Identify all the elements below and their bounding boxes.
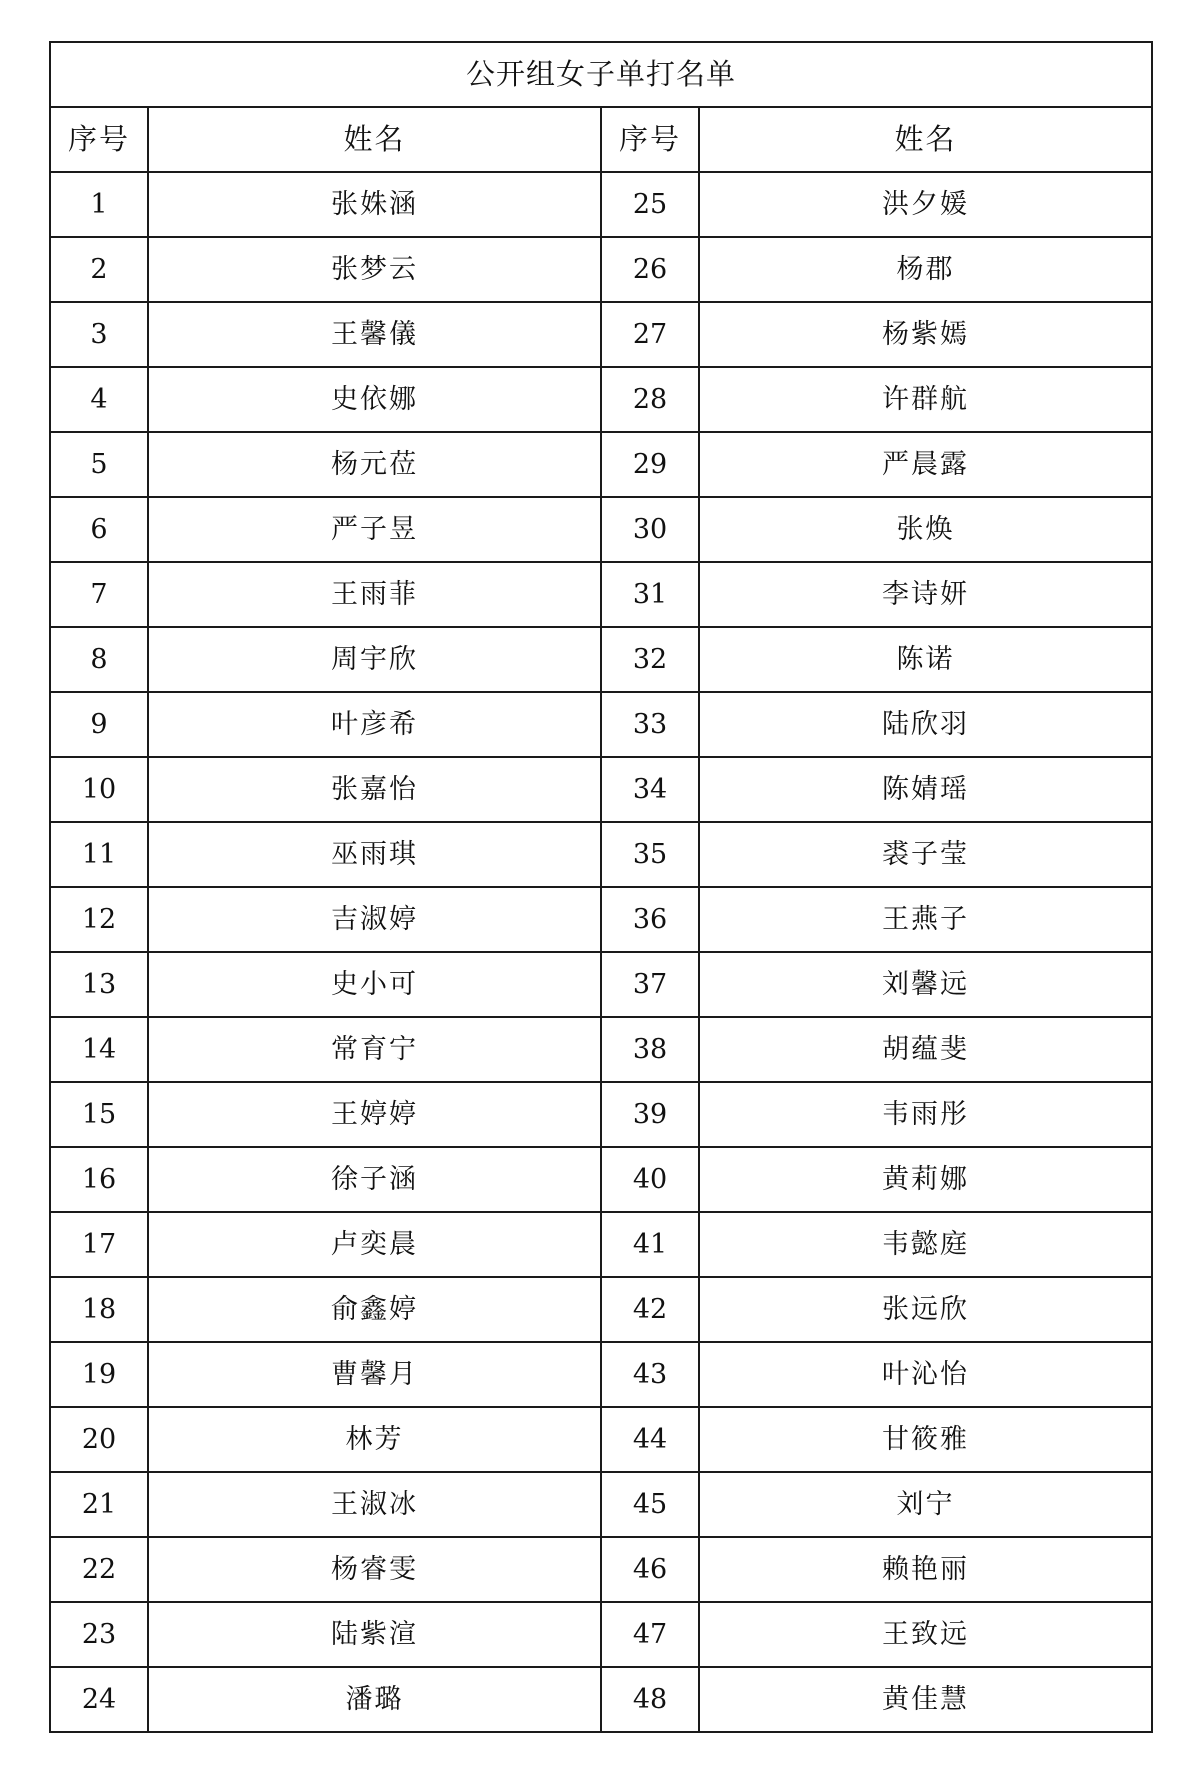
table-row xyxy=(50,172,1152,237)
left-name-cell: 史小可 xyxy=(148,952,601,1017)
right-name-cell: 黄佳慧 xyxy=(699,1667,1152,1732)
table-row xyxy=(50,1017,1152,1082)
right-number-cell: 38 xyxy=(601,1017,699,1082)
right-number-cell: 31 xyxy=(601,562,699,627)
left-number-cell: 14 xyxy=(50,1017,148,1082)
table-row xyxy=(50,237,1152,302)
left-name-cell: 徐子涵 xyxy=(148,1147,601,1212)
right-number-cell: 47 xyxy=(601,1602,699,1667)
right-name-cell: 刘宁 xyxy=(699,1472,1152,1537)
right-name-cell: 陆欣羽 xyxy=(699,692,1152,757)
right-number-cell: 35 xyxy=(601,822,699,887)
table-row xyxy=(50,1147,1152,1212)
left-name-cell: 陆紫渲 xyxy=(148,1602,601,1667)
table-row xyxy=(50,757,1152,822)
right-number-cell: 34 xyxy=(601,757,699,822)
table-row xyxy=(50,1407,1152,1472)
right-name-cell: 张远欣 xyxy=(699,1277,1152,1342)
table-row xyxy=(50,887,1152,952)
right-name-cell: 王致远 xyxy=(699,1602,1152,1667)
right-name-cell: 叶沁怡 xyxy=(699,1342,1152,1407)
left-number-cell: 23 xyxy=(50,1602,148,1667)
left-name-cell: 杨睿雯 xyxy=(148,1537,601,1602)
left-number-cell: 11 xyxy=(50,822,148,887)
right-number-cell: 28 xyxy=(601,367,699,432)
table-row xyxy=(50,497,1152,562)
left-number-cell: 6 xyxy=(50,497,148,562)
right-name-cell: 韦懿庭 xyxy=(699,1212,1152,1277)
left-name-cell: 巫雨琪 xyxy=(148,822,601,887)
left-number-cell: 5 xyxy=(50,432,148,497)
left-name-cell: 林芳 xyxy=(148,1407,601,1472)
left-number-cell: 1 xyxy=(50,172,148,237)
left-name-cell: 潘璐 xyxy=(148,1667,601,1732)
table-row xyxy=(50,367,1152,432)
left-number-cell: 7 xyxy=(50,562,148,627)
left-number-cell: 12 xyxy=(50,887,148,952)
right-number-cell: 48 xyxy=(601,1667,699,1732)
header-row xyxy=(50,107,1152,172)
table-row xyxy=(50,952,1152,1017)
left-name-cell: 王婷婷 xyxy=(148,1082,601,1147)
right-name-cell: 李诗妍 xyxy=(699,562,1152,627)
right-name-cell: 杨郡 xyxy=(699,237,1152,302)
right-number-cell: 29 xyxy=(601,432,699,497)
right-number-cell: 44 xyxy=(601,1407,699,1472)
left-name-cell: 张嘉怡 xyxy=(148,757,601,822)
right-name-cell: 黄莉娜 xyxy=(699,1147,1152,1212)
right-number-cell: 43 xyxy=(601,1342,699,1407)
roster-table xyxy=(49,41,1153,1733)
left-name-cell: 史依娜 xyxy=(148,367,601,432)
title-row xyxy=(50,42,1152,107)
left-number-cell: 3 xyxy=(50,302,148,367)
right-number-cell: 33 xyxy=(601,692,699,757)
right-number-cell: 32 xyxy=(601,627,699,692)
left-name-cell: 卢奕晨 xyxy=(148,1212,601,1277)
table-row xyxy=(50,1342,1152,1407)
table-row xyxy=(50,1212,1152,1277)
left-number-cell: 2 xyxy=(50,237,148,302)
left-number-cell: 10 xyxy=(50,757,148,822)
table-title: 公开组女子单打名单 xyxy=(50,42,1152,107)
right-name-cell: 甘筱雅 xyxy=(699,1407,1152,1472)
right-name-cell: 赖艳丽 xyxy=(699,1537,1152,1602)
right-number-cell: 37 xyxy=(601,952,699,1017)
right-name-cell: 刘馨远 xyxy=(699,952,1152,1017)
right-name-cell: 裘子莹 xyxy=(699,822,1152,887)
left-number-cell: 20 xyxy=(50,1407,148,1472)
header-number-left: 序号 xyxy=(50,107,148,172)
table-row xyxy=(50,432,1152,497)
right-name-cell: 陈诺 xyxy=(699,627,1152,692)
right-number-cell: 39 xyxy=(601,1082,699,1147)
left-name-cell: 王馨儀 xyxy=(148,302,601,367)
right-name-cell: 许群航 xyxy=(699,367,1152,432)
table-row xyxy=(50,692,1152,757)
left-name-cell: 叶彦希 xyxy=(148,692,601,757)
left-name-cell: 杨元莅 xyxy=(148,432,601,497)
right-number-cell: 25 xyxy=(601,172,699,237)
right-number-cell: 30 xyxy=(601,497,699,562)
right-number-cell: 42 xyxy=(601,1277,699,1342)
left-name-cell: 王雨菲 xyxy=(148,562,601,627)
table-row xyxy=(50,1667,1152,1732)
right-name-cell: 陈婧瑶 xyxy=(699,757,1152,822)
left-number-cell: 16 xyxy=(50,1147,148,1212)
left-number-cell: 19 xyxy=(50,1342,148,1407)
left-number-cell: 8 xyxy=(50,627,148,692)
right-number-cell: 40 xyxy=(601,1147,699,1212)
right-name-cell: 杨紫嫣 xyxy=(699,302,1152,367)
right-name-cell: 韦雨彤 xyxy=(699,1082,1152,1147)
right-number-cell: 36 xyxy=(601,887,699,952)
left-number-cell: 13 xyxy=(50,952,148,1017)
right-name-cell: 胡蕴斐 xyxy=(699,1017,1152,1082)
table-row xyxy=(50,562,1152,627)
left-name-cell: 俞鑫婷 xyxy=(148,1277,601,1342)
table-row xyxy=(50,1277,1152,1342)
left-number-cell: 21 xyxy=(50,1472,148,1537)
header-name-left: 姓名 xyxy=(148,107,601,172)
right-number-cell: 26 xyxy=(601,237,699,302)
right-name-cell: 张焕 xyxy=(699,497,1152,562)
table-row xyxy=(50,1602,1152,1667)
table-row xyxy=(50,822,1152,887)
left-name-cell: 张姝涵 xyxy=(148,172,601,237)
left-number-cell: 22 xyxy=(50,1537,148,1602)
table-row xyxy=(50,627,1152,692)
left-name-cell: 吉淑婷 xyxy=(148,887,601,952)
right-number-cell: 46 xyxy=(601,1537,699,1602)
left-number-cell: 15 xyxy=(50,1082,148,1147)
left-number-cell: 17 xyxy=(50,1212,148,1277)
left-name-cell: 周宇欣 xyxy=(148,627,601,692)
left-name-cell: 王淑冰 xyxy=(148,1472,601,1537)
left-number-cell: 18 xyxy=(50,1277,148,1342)
left-number-cell: 24 xyxy=(50,1667,148,1732)
right-number-cell: 27 xyxy=(601,302,699,367)
right-name-cell: 严晨露 xyxy=(699,432,1152,497)
right-number-cell: 45 xyxy=(601,1472,699,1537)
header-name-right: 姓名 xyxy=(699,107,1152,172)
roster-body xyxy=(50,42,1152,1732)
left-name-cell: 严子昱 xyxy=(148,497,601,562)
left-number-cell: 4 xyxy=(50,367,148,432)
right-name-cell: 王燕子 xyxy=(699,887,1152,952)
right-number-cell: 41 xyxy=(601,1212,699,1277)
table-row xyxy=(50,1537,1152,1602)
left-name-cell: 张梦云 xyxy=(148,237,601,302)
table-row xyxy=(50,302,1152,367)
left-name-cell: 常育宁 xyxy=(148,1017,601,1082)
left-name-cell: 曹馨月 xyxy=(148,1342,601,1407)
header-number-right: 序号 xyxy=(601,107,699,172)
right-name-cell: 洪夕媛 xyxy=(699,172,1152,237)
left-number-cell: 9 xyxy=(50,692,148,757)
table-row xyxy=(50,1472,1152,1537)
table-row xyxy=(50,1082,1152,1147)
